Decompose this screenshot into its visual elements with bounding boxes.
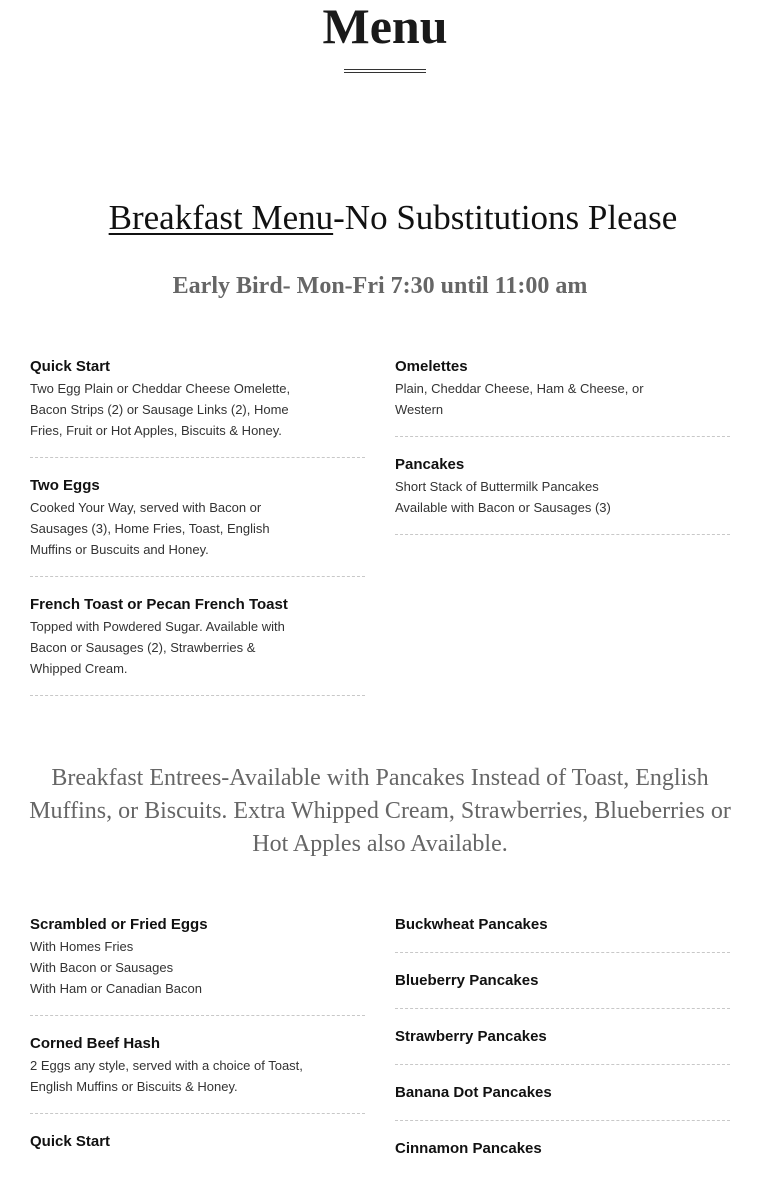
- menu-item: [395, 1083, 730, 1121]
- page-title: Menu: [322, 0, 448, 54]
- menu-item-description-line: Short Stack of Buttermilk Pancakes: [395, 479, 599, 494]
- menu-item-name: Blueberry Pancakes: [395, 972, 539, 989]
- menu-item-description: [395, 476, 715, 518]
- menu-item-name: Pancakes: [395, 456, 465, 473]
- menu-item: [395, 971, 730, 1009]
- menu-item: [395, 1139, 730, 1176]
- menu-item-description: 2 Eggs any style, served with a choice of Toast, English Muffins or Biscuits & Honey.: [30, 1058, 303, 1094]
- menu-item-name: Strawberry Pancakes: [395, 1028, 547, 1045]
- breakfast-left-column: [30, 357, 365, 714]
- menu-item-description: Two Egg Plain or Cheddar Cheese Omelette, Bacon Strips (2) or Sausage Links (2), Home Fries, Fruit or Hot Apples, Biscuits & Honey.: [30, 381, 291, 438]
- entrees-notice: Breakfast Entrees-Available with Pancakes Instead of Toast, English Muffins, or Biscuits. Extra Whipped Cream, Strawberries, Blueberries or Hot Apples also Available.: [29, 765, 731, 857]
- menu-item-description-line: With Bacon or Sausages: [30, 960, 174, 975]
- menu-item-name: French Toast or Pecan French Toast: [30, 596, 288, 613]
- menu-item-name: Quick Start: [30, 358, 111, 375]
- menu-item-name: Omelettes: [395, 358, 468, 375]
- menu-item-description-line: With Ham or Canadian Bacon: [30, 981, 202, 996]
- menu-item: [30, 1132, 365, 1169]
- menu-item-description-line: With Homes Fries: [30, 939, 134, 954]
- menu-item-name: Two Eggs: [30, 477, 100, 494]
- breakfast-section-heading: [8, 196, 770, 240]
- menu-item: [30, 595, 365, 696]
- menu-item-description: Cooked Your Way, served with Bacon or Sausages (3), Home Fries, Toast, English Muffins or Buscuits and Honey.: [30, 500, 270, 557]
- menu-item-description: [30, 936, 305, 999]
- menu-item-description: Topped with Powdered Sugar. Available with Bacon or Sausages (2), Strawberries & Whipped Cream.: [30, 619, 285, 676]
- menu-item-description-line: Available with Bacon or Sausages (3): [395, 500, 611, 515]
- title-divider: [344, 69, 426, 73]
- menu-item-name: Cinnamon Pancakes: [395, 1140, 542, 1157]
- entrees-right-column: [395, 915, 730, 1194]
- breakfast-heading-underlined: Breakfast Menu: [108, 198, 334, 237]
- menu-item-name: Quick Start: [30, 1133, 111, 1150]
- menu-item-description: Plain, Cheddar Cheese, Ham & Cheese, or Western: [395, 381, 644, 417]
- menu-item-name: Corned Beef Hash: [30, 1035, 161, 1052]
- menu-item-name: Buckwheat Pancakes: [395, 916, 548, 933]
- menu-item: [30, 1034, 365, 1114]
- breakfast-right-column: [395, 357, 730, 553]
- menu-item: [395, 915, 730, 953]
- entrees-left-column: [30, 915, 365, 1187]
- menu-item-name: Banana Dot Pancakes: [395, 1084, 552, 1101]
- menu-item: [30, 476, 365, 577]
- menu-item: [30, 915, 365, 1016]
- menu-item-name: Scrambled or Fried Eggs: [30, 916, 208, 933]
- breakfast-heading-rest: -No Substitutions Please: [333, 198, 678, 237]
- menu-item: [395, 455, 730, 535]
- menu-item: [30, 357, 365, 458]
- menu-item: [395, 1027, 730, 1065]
- menu-item: [395, 357, 730, 437]
- early-bird-subheading: Early Bird- Mon-Fri 7:30 until 11:00 am: [172, 273, 588, 299]
